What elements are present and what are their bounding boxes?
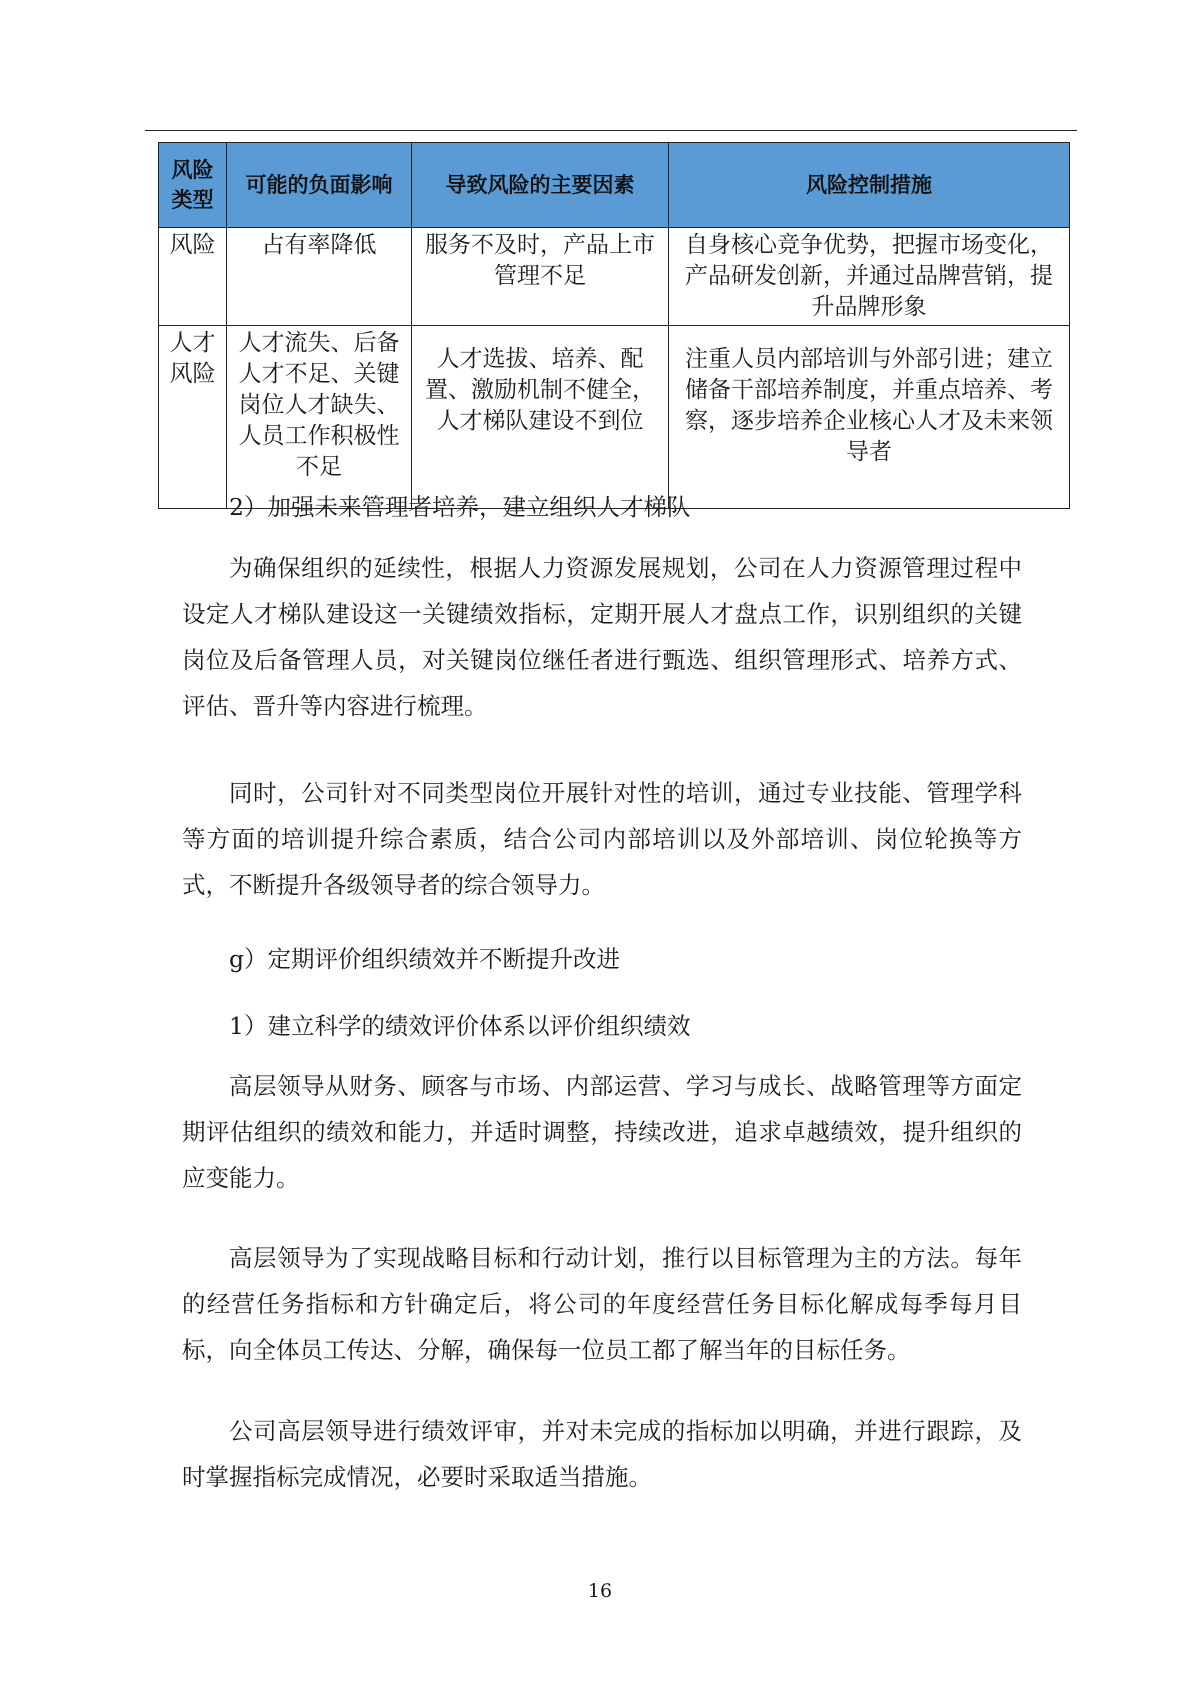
cell-factors: 服务不及时，产品上市管理不足 bbox=[412, 228, 669, 326]
header-measures: 风险控制措施 bbox=[669, 143, 1070, 228]
paragraph: 公司高层领导进行绩效评审，并对未完成的指标加以明确，并进行跟踪，及时掌握指标完成情况，必要时采取适当措施。 bbox=[182, 1417, 1022, 1491]
table-row bbox=[159, 228, 1070, 326]
cell-impact: 占有率降低 bbox=[227, 228, 412, 326]
cell-risk-type: 人才风险 bbox=[159, 326, 227, 509]
paragraph: 为确保组织的延续性，根据人力资源发展规划，公司在人力资源管理过程中设定人才梯队建设这一关键绩效指标，定期开展人才盘点工作，识别组织的关键岗位及后备管理人员，对关键岗位继任者进行甄选、组织管理形式、培养方式、评估、晋升等内容进行梳理。 bbox=[182, 554, 1022, 720]
paragraph: 同时，公司针对不同类型岗位开展针对性的培训，通过专业技能、管理学科等方面的培训提升综合素质，结合公司内部培训以及外部培训、岗位轮换等方式，不断提升各级领导者的综合领导力。 bbox=[182, 779, 1022, 899]
cell-risk-type: 风险 bbox=[159, 228, 227, 326]
subheading-evaluation-system: 1）建立科学的绩效评价体系以评价组织绩效 bbox=[229, 1012, 691, 1040]
header-rule bbox=[145, 130, 1077, 131]
cell-impact: 人才流失、后备人才不足、关键岗位人才缺失、人员工作积极性不足 bbox=[227, 326, 412, 509]
subheading-talent-pipeline: 2）加强未来管理者培养，建立组织人才梯队 bbox=[229, 493, 691, 521]
cell-measures: 自身核心竞争优势，把握市场变化，产品研发创新，并通过品牌营销，提升品牌形象 bbox=[669, 228, 1070, 326]
subheading-performance-review: g）定期评价组织绩效并不断提升改进 bbox=[229, 945, 621, 973]
table-header-row bbox=[159, 143, 1070, 228]
header-factors: 导致风险的主要因素 bbox=[412, 143, 669, 228]
header-impact: 可能的负面影响 bbox=[227, 143, 412, 228]
paragraph: 高层领导为了实现战略目标和行动计划，推行以目标管理为主的方法。每年的经营任务指标和方针确定后，将公司的年度经营任务目标化解成每季每月目标，向全体员工传达、分解，确保每一位员工都了解当年的目标任务。 bbox=[182, 1244, 1022, 1364]
cell-measures: 注重人员内部培训与外部引进；建立储备干部培养制度，并重点培养、考察，逐步培养企业核心人才及未来领导者 bbox=[669, 326, 1070, 509]
table-row bbox=[159, 326, 1070, 509]
risk-control-table bbox=[158, 142, 1070, 509]
page-number: 16 bbox=[587, 1580, 613, 1602]
cell-factors: 人才选拔、培养、配置、激励机制不健全，人才梯队建设不到位 bbox=[412, 326, 669, 509]
header-risk-type: 风险类型 bbox=[159, 143, 227, 228]
paragraph: 高层领导从财务、顾客与市场、内部运营、学习与成长、战略管理等方面定期评估组织的绩效和能力，并适时调整，持续改进，追求卓越绩效，提升组织的应变能力。 bbox=[182, 1072, 1022, 1192]
